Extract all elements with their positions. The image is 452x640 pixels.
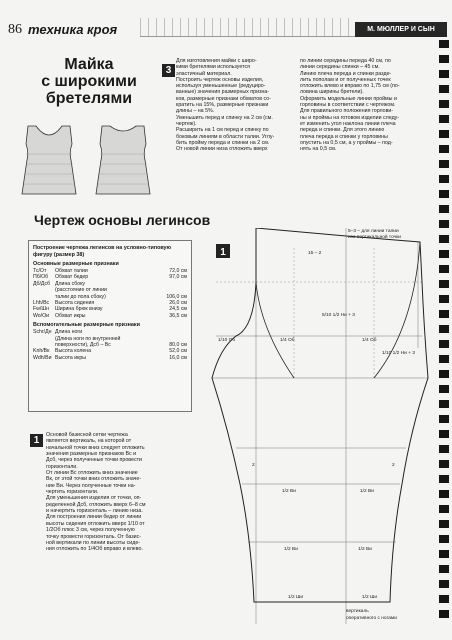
aux-measurements-title: Вспомогательные размерные признаки [33, 322, 140, 329]
page-binding-edge [439, 40, 449, 625]
measurement-label: Длина сбоку [55, 280, 86, 287]
tank-title-line: с широкими [41, 73, 137, 90]
pattern-label: 15 – 2 [308, 251, 322, 256]
pattern-label: 1/4 Об [280, 338, 295, 343]
text-line: От линии Вс отложить вниз значение [46, 470, 138, 477]
pattern-label: оперативного с ногами [346, 616, 397, 621]
pattern-label: 5–3 – для линии талии [348, 229, 399, 234]
text-line: Для уменьшения изделия от точки, оп- [46, 495, 142, 502]
measurement-code: Fw/Шн [33, 306, 49, 313]
pattern-label: 1/10 Об [218, 338, 236, 343]
measurement-label: Обхват талии [55, 268, 88, 274]
step-badge: 1 [30, 434, 43, 447]
measurement-code: Knh/Вк [33, 348, 50, 355]
text-line: Построить чертеж основы изделия, [176, 76, 264, 83]
header-ruler [140, 18, 355, 37]
pattern-label: вертикаль [346, 609, 369, 614]
pattern-labels [218, 228, 415, 621]
text-line: Для построения линии бедер от линии [46, 514, 142, 521]
text-line: Для изготовления майки с широ- [176, 58, 257, 64]
measurement-code: Дб/Дсб [33, 280, 51, 287]
measurement-code: Schr/Дн [33, 329, 52, 336]
text-line: Уменьшить перед и спинку на 2 см (см. [176, 114, 273, 121]
text-line: плеча переда и спинки у горловины [300, 133, 388, 140]
measurement-code: Тс/От [33, 268, 47, 274]
pattern-label: 1/2 Ви [360, 489, 374, 494]
leggings-pattern-drawing [196, 228, 440, 626]
text-line: ния отложить по 1/4Об вправо и влево. [46, 546, 143, 553]
measurement-value: 52,0 см [169, 348, 187, 355]
measurement-value: 80,0 см [169, 342, 187, 349]
measurement-row [33, 355, 187, 361]
text-line: точку провести горизонталь. От базис- [46, 533, 142, 540]
text-line: высоты сидения отложить вверх 1/10 от [46, 520, 145, 527]
text-line: является вертикаль, на которой от [46, 438, 132, 445]
text-line: отложить влево и вправо по 1,75 см (по- [300, 83, 400, 90]
measurement-label: талии до пола сбоку) [55, 293, 106, 300]
pattern-label: 1/10 1/2 Ни + 3 [382, 351, 415, 356]
text-line: и начертить горизонталь – линию низа. [46, 508, 143, 515]
text-line: опустить на 0,5 см, а у проймы – под- [300, 139, 393, 146]
text-line: ределенной Дсб, отложить вверх 6–8 см [46, 501, 146, 508]
text-line: Дсб, через полученные точки провести [46, 457, 143, 464]
pattern-label: 1/2 Ши [362, 595, 378, 600]
pattern-label: 2 [252, 463, 255, 468]
text-line: Оформить модельные линии проймы и [300, 95, 397, 102]
text-line: Основой базисной сетки чертежа [46, 432, 128, 438]
measurement-code: Wdh/Ви [33, 354, 52, 361]
measurement-value: 16,0 см [169, 354, 187, 361]
measurement-label: Длина ноги [55, 329, 83, 336]
text-line: ние Ви. Через полученные точки на- [46, 482, 136, 489]
text-line: ков, размерные признаки обхватов со- [176, 95, 271, 102]
section-header: техника кроя [28, 22, 118, 37]
front-rise [256, 282, 294, 378]
text-line: Расширить на 1 см перед и спинку по [176, 127, 269, 134]
pattern-grid [212, 228, 428, 624]
text-line: ной вертикали по линии высоты сиде- [46, 539, 141, 546]
text-line: Вк, от этой точки вниз отложить значе- [46, 476, 142, 483]
measurement-label: Высота колена [55, 348, 92, 355]
text-line: кратить на 15%, размерные признаки [176, 102, 269, 109]
pattern-label: 1/2 Ши [288, 595, 304, 600]
tank-top-illustration [14, 124, 159, 196]
text-line: Линию плеча переда и спинки разде- [300, 70, 392, 77]
pattern-label: изо вертикальной точки [348, 235, 401, 240]
text-line: эластичный материал. [176, 70, 232, 77]
step3-text-col1 [176, 58, 294, 152]
text-line: начальной точки вниз следует отложить [46, 444, 145, 451]
text-line: Для правильного положения горлови- [300, 108, 394, 115]
leggings-outline [212, 228, 428, 602]
measurement-label: Ширина брюк внизу [55, 306, 103, 313]
text-line: линии середины спинки – 45 см. [300, 64, 380, 71]
text-line: 1/2Об плюс 3 см, через полученную [46, 527, 135, 534]
measurement-code: Wo/Ои [33, 312, 50, 319]
section-title: Чертеж основы легинсов [34, 212, 211, 228]
text-line: ванные) значения размерных призна- [176, 89, 270, 96]
measurement-label: (Длина ноги по внутренней [55, 335, 121, 342]
text-line: От новой линии низа отложить вверх [176, 146, 268, 153]
text-line: длины – на 5%. [176, 108, 215, 115]
measurement-label: Высота сидения [55, 300, 95, 307]
text-line: переда и спинки. Для этого линию [300, 127, 385, 134]
measurement-label: Высота икры [55, 354, 87, 361]
measurement-label: (расстояние от линии [55, 287, 107, 294]
pattern-badge: 1 [220, 247, 226, 258]
text-line: лить пополам и от полученных точек [300, 76, 391, 83]
tank-title-line: бретелями [45, 90, 133, 107]
measurement-code: Lhh/Вс [33, 300, 50, 307]
text-line: горловины в соответствии с чертежом. [300, 102, 396, 109]
measurement-value: 106,0 см [166, 293, 187, 300]
back-rise [374, 242, 420, 378]
measurement-value: 36,5 см [169, 312, 187, 319]
measurement-value: 24,5 см [169, 306, 187, 313]
text-line: кими бретелями используется [176, 64, 251, 71]
text-line: значения размерных признаков Вс и [46, 451, 137, 458]
text-line: ловина ширины бретели). [300, 89, 364, 96]
pattern-guides [216, 248, 422, 378]
text-line: используя уменьшенные (редуциро- [176, 83, 266, 90]
pattern-label: 5/10 1/2 Ни + 3 [322, 313, 355, 318]
measurement-value: 97,0 см [169, 274, 187, 281]
step3-text-col2 [300, 58, 432, 152]
measurement-code: Пб/Об [33, 274, 49, 281]
text-line: нять на 0,5 см. [300, 146, 337, 153]
tank-title [24, 56, 154, 107]
text-line: боковым линиям в области талии. Углу- [176, 133, 275, 140]
step-badge: 3 [162, 64, 175, 77]
text-line: бить пройму переда и спинки на 2 см. [176, 139, 270, 146]
pattern-label: 1/2 Ви [284, 547, 298, 552]
measurement-label: Обхват икры [55, 312, 86, 319]
text-line: чертеж). [176, 120, 197, 127]
measurements-table [28, 240, 192, 412]
measurement-row [33, 313, 187, 319]
text-line: чертить горизонтали. [46, 489, 99, 496]
measurements-heading: Построение чертежа легинсов на условно-типовую фигуру (размер 38) [33, 245, 172, 258]
measurement-label: Обхват бедер [55, 274, 89, 281]
measurement-value: 72,0 см [169, 268, 187, 274]
page-number: 86 [8, 22, 22, 37]
step1-text [46, 432, 194, 553]
pattern-label: 2 [392, 463, 395, 468]
text-line: ны и проймы на готовом изделии следу- [300, 114, 400, 121]
pattern-label: 1/2 Ви [282, 489, 296, 494]
tank-title-line: Майка [64, 56, 114, 73]
pattern-label: 1/4 Об [362, 338, 377, 343]
main-measurements-title: Основные размерные признаки [33, 261, 119, 267]
measurement-label: поверхности), Дсб – Вс [55, 342, 111, 349]
text-line: по линии середины переда 40 см, по [300, 58, 391, 64]
measurement-value: 26,0 см [169, 300, 187, 307]
pattern-label: 1/2 Ви [358, 547, 372, 552]
brand-label: М. МЮЛЛЕР И СЫН [355, 22, 447, 37]
text-line: горизонтали. [46, 463, 78, 470]
text-line: ет изменить угол наклона линии плеча [300, 120, 396, 127]
